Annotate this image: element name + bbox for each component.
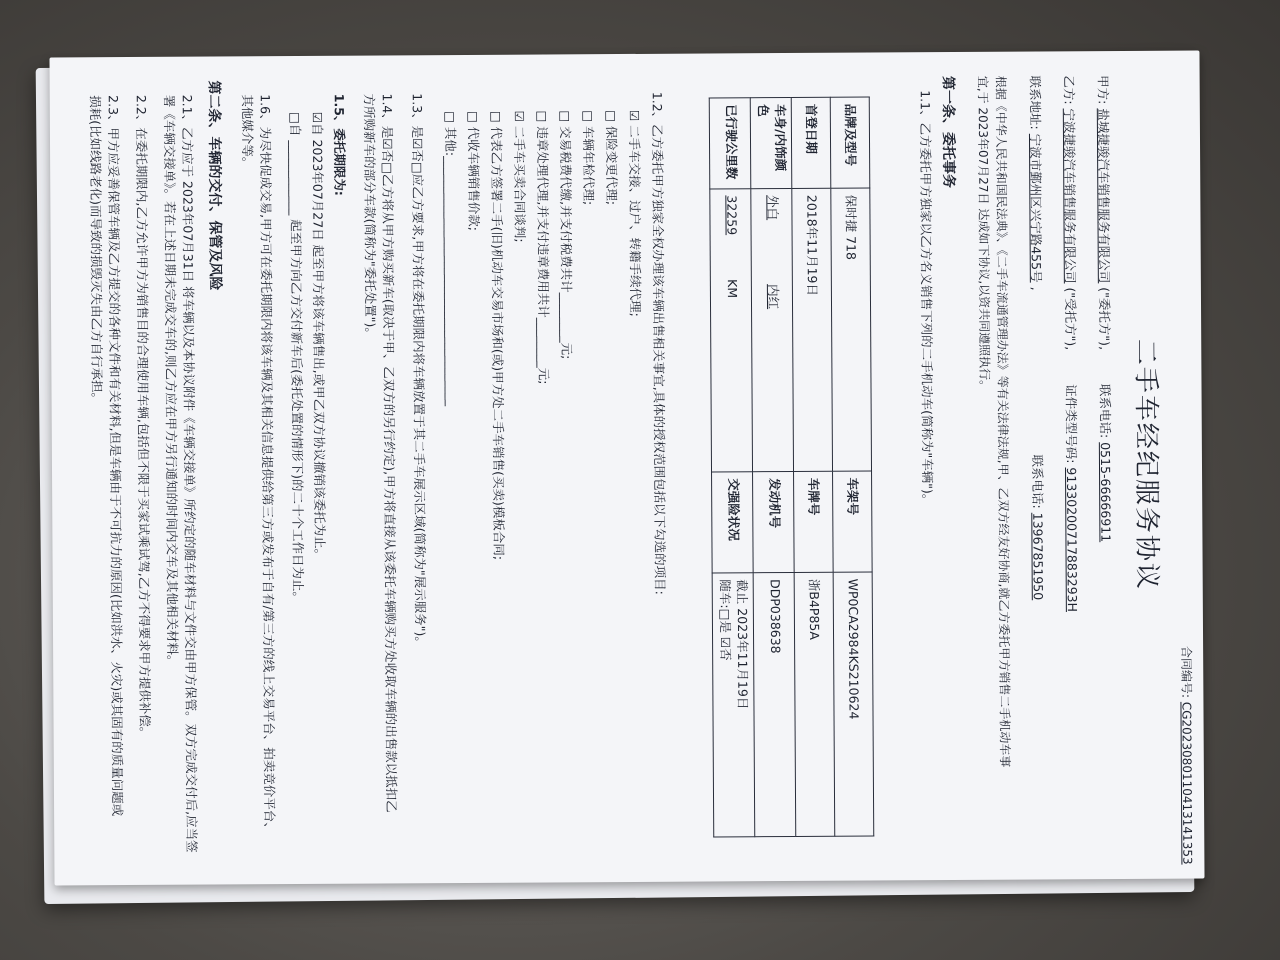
insurance-onboard: 随车:□是 ☑否 bbox=[718, 579, 734, 661]
exterior-color: 外白 bbox=[764, 195, 781, 221]
contract-page bbox=[49, 50, 1204, 885]
mileage-unit: KM bbox=[724, 279, 740, 299]
brand-label: 品牌及型号 bbox=[830, 97, 870, 188]
color-label: 车身/内饰颜色 bbox=[750, 97, 791, 188]
mileage-label: 已行驶公里数 bbox=[710, 98, 751, 189]
plate-value: 浙B4P85A bbox=[794, 572, 835, 836]
clause-2-1b: 署《车辆交接单》。若在上述日期未完成交车的,则乙方应在甲方另行通知的时间内交车及其他相关材料。 bbox=[161, 94, 181, 668]
clause-1-4a: 1.4、是☑否□乙方将从甲方购买新车(取决于甲、乙双方的另行约定),甲方将直接从该委托车辆购买方处收取车辆的出售款以抵扣乙 bbox=[379, 93, 400, 813]
page-title: 二手车经纪服务协议 bbox=[1130, 338, 1162, 591]
party-b-phone: 13967851950 bbox=[1030, 512, 1046, 601]
contract-number-label: 合同编号: bbox=[1179, 645, 1194, 699]
mileage-number: 32259 bbox=[724, 195, 740, 236]
section-2-heading: 第二条、车辆的交付、保管及风险 bbox=[205, 80, 223, 291]
term-option-2[interactable]: □自 ____________ 起至甲方向乙方交付新车后(委托处置的情形下)的二十个工作日为止。 bbox=[287, 111, 306, 605]
color-value bbox=[751, 188, 793, 471]
plate-label: 车牌号 bbox=[794, 471, 834, 572]
clause-1-3: 1.3、是☑否□应乙方要求,甲方将在委托期限内将车辆放置于其二手车展示区域(简称为"展示服务")。 bbox=[409, 93, 429, 649]
option-item[interactable]: □ 代表乙方签署二手(旧)机动车交易市场和(或)甲方处二手车销售(买卖)模板合同; bbox=[488, 110, 507, 561]
party-a-phone: 0515-66666911 bbox=[1097, 442, 1114, 543]
party-a-alias: ("委托方") bbox=[1096, 287, 1113, 347]
preamble-1: 根据《中华人民共和国民法典》、《二手车流通管理办法》等有关法律法规,甲、乙双方经友好协商,就乙方委托甲方销售二手机动车事 bbox=[993, 75, 1012, 768]
table-row bbox=[710, 98, 755, 837]
party-b-alias: ("受托方") bbox=[1062, 287, 1079, 347]
clause-1-6b: 其他媒介等。 bbox=[239, 94, 256, 170]
section-1-heading: 第一条、委托事务 bbox=[939, 75, 957, 189]
mileage-value bbox=[710, 189, 752, 472]
party-b-label: 乙方: bbox=[1061, 75, 1077, 105]
address-label: 联系地址: bbox=[1027, 75, 1043, 130]
party-a-line: 甲方: 盐城捷骏汽车销售服务有限公司 ("委托方"), 联系电话: 0515-66666911 bbox=[1095, 75, 1114, 543]
option-item[interactable]: □ 交易税费代缴,并支付税费共计________元; bbox=[557, 110, 575, 360]
clause-1-5: 1.5、委托期限为: bbox=[331, 93, 348, 196]
option-item[interactable]: □ 车辆年检代理; bbox=[580, 110, 597, 206]
table-row bbox=[791, 97, 835, 836]
party-a-label: 甲方: bbox=[1095, 75, 1111, 105]
party-b-line: 乙方: 宁波捷骏汽车销售服务有限公司 ("受托方"), 证件类型号码: 91330200717883293H bbox=[1061, 75, 1080, 613]
party-b-id-label: 证件类型号码: bbox=[1063, 384, 1079, 464]
option-item[interactable]: □ 其他:________________________________________ bbox=[442, 111, 460, 407]
vin-label: 车架号 bbox=[833, 471, 873, 572]
insurance-label: 交强险状况 bbox=[712, 472, 753, 573]
party-b-phone-label: 联系电话: bbox=[1029, 454, 1046, 509]
option-item[interactable]: ☑ 二手车买卖合同谈判; bbox=[511, 110, 528, 243]
engine-label: 发动机号 bbox=[753, 471, 794, 572]
option-item[interactable]: □ 代收车辆销售价款; bbox=[465, 110, 482, 231]
brand-value: 保时捷 718 bbox=[831, 188, 872, 471]
vehicle-table bbox=[709, 97, 874, 838]
table-row bbox=[750, 97, 795, 836]
engine-value: DDP038638 bbox=[753, 572, 795, 836]
address-value: 宁波市鄞州区兴宁路455号 bbox=[1027, 133, 1044, 283]
contract-document bbox=[55, 55, 1200, 882]
insurance-value bbox=[713, 573, 755, 837]
clause-2-2: 2.2、在委托期限内,乙方允许甲方为销售目的合理使用车辆,包括但不限于买家试乘试驾,乙方不得要求甲方提供补偿。 bbox=[133, 94, 153, 740]
clause-1-2: 1.2、乙方委托甲方独家全权办理该车辆出售相关事宜,具体的授权范围包括以下勾选的项目: bbox=[649, 91, 668, 595]
vin-value: WP0CA2984KS210624 bbox=[833, 572, 874, 836]
clause-1-6a: 1.6、为尽快促成交易,甲方可在委托期限内将该车辆及其相关信息提供给第三方或发布于自有/第三方的线上交易平台、拍卖竞价平台、 bbox=[257, 94, 278, 835]
preamble-2: 宜,于 2023年07月27日 达成如下协议,以资共同遵照执行。 bbox=[975, 75, 992, 393]
table-row bbox=[830, 97, 874, 836]
reg-date-value: 2018年11月19日 bbox=[792, 188, 833, 471]
address-end: , bbox=[1028, 286, 1044, 291]
address-line bbox=[1026, 75, 1048, 861]
party-b-name: 宁波捷骏汽车销售服务有限公司 bbox=[1061, 108, 1078, 284]
term-option-1[interactable]: ☑自 2023年07月27日 起至甲方将该车辆售出,或甲乙双方协议撤销该委托为止。 bbox=[309, 111, 328, 562]
option-item[interactable]: ☑ 二手车交接、过户、转籍手续代理; bbox=[626, 109, 644, 317]
option-item[interactable]: □ 违章处理代理,并支付违章费用共计________元; bbox=[534, 110, 552, 385]
party-a-phone-label: 联系电话: bbox=[1097, 383, 1113, 439]
insurance-expiry: 截止 2023年11月19日 bbox=[734, 579, 751, 710]
clause-1-4b: 方所购新车的部分车款(简称为"委托处置")。 bbox=[361, 93, 379, 340]
clause-2-3a: 2.3、甲方应妥善保管车辆及乙方提交的各种文件和有关材料,但是车辆由于不可抗力的原因(比如洪水、火灾)或其固有的质量问题或 bbox=[105, 95, 126, 817]
option-item[interactable]: □ 保险变更代理; bbox=[603, 110, 620, 206]
contract-number-value: CG2023080110413141353 bbox=[1179, 701, 1195, 865]
party-a-name: 盐城捷骏汽车销售服务有限公司 bbox=[1095, 108, 1112, 284]
clause-2-1a: 2.1、乙方应于 2023年07月31日 将车辆以及本协议附件《车辆交接单》所约定的随车材料与文件交由甲方保管。双方完成交付后,应当签 bbox=[179, 94, 200, 853]
clause-2-3b: 损耗(比如线路老化)而导致的损毁灭失由乙方自行承担。 bbox=[87, 95, 105, 406]
clause-1-1: 1.1、乙方委托甲方独家以乙方名义销售下列的二手机动车(简称为"车辆")。 bbox=[917, 90, 936, 507]
party-b-id: 91330200717883293H bbox=[1064, 467, 1080, 613]
contract-number bbox=[1178, 646, 1196, 865]
reg-date-label: 首登日期 bbox=[791, 97, 831, 188]
interior-color: 内红 bbox=[765, 284, 781, 310]
